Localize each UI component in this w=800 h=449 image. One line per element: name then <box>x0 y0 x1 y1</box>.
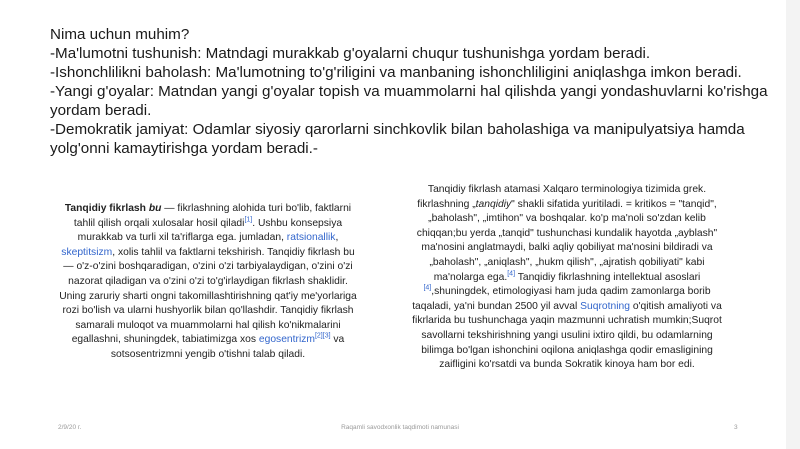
bullet-democratic-society: -Demokratik jamiyat: Odamlar siyosiy qarorlarni sinchkovlik bilan baholashiga va manipulyatsiya hamda yolg'onni kamaytirishga yordam beradi.- <box>50 121 745 157</box>
footer-title: Raqamli savodxonlik taqdimoti namunasi <box>341 424 459 431</box>
skepticism-link[interactable]: skeptitsizm <box>61 246 113 258</box>
slide-edge-strip <box>786 0 800 449</box>
etymology-text: " shakli sifatida yuritiladi. = kritikos = "tanqid", „baholash", „imtihon" va boshqalar. ko'p ma'noli so'zdan kelib chiqqan;bu yerda „tanqid" tushunchasi kundalik hayotda „ayblash" ma'nosini anglatmaydi, balki aqliy qobiliyat ma'nosini bildiradi va „baholash", „aniqlash", „hukm qilish", „ajratish qobiliyati" kabi ma'nolarga ega. <box>416 198 718 283</box>
socrates-link[interactable]: Suqrotning <box>580 300 630 312</box>
etymology-text: Tanqidiy fikrlashning intellektual asoslari <box>515 271 701 283</box>
term-label: Tanqidiy fikrlash <box>64 203 146 214</box>
citation-link[interactable]: [4] <box>423 284 432 292</box>
term-suffix: bu <box>148 203 162 214</box>
citation-link[interactable]: [4] <box>507 270 516 278</box>
citation-link[interactable]: [2][3] <box>314 332 331 340</box>
footer-page-number: 3 <box>734 424 738 431</box>
definition-text: . Ushbu konsepsiya murakkab va turli xil ta'riflarga ega. jumladan, <box>77 217 343 244</box>
definition-text: , xolis tahlil va faktlarni tekshirish. Tanqidiy fikrlash bu — o'z-o'zini boshqaradigan, o'zini o'zi tarbiyalaydigan, o'zini o'zi nazorat qiladigan va o'zini o'zi to'g'irlaydigan fikrlash shaklidir. Uning zaruriy sharti ongni takomillashtirishning qat'iy me'yorlariga rozi bo'lish va ularni hushyorlik bilan qo'llashdir. Tanqidiy fikrlash samarali muloqot va muammolarni hal qilish ko'nikmalarini egallashni, shuningdek, tabiatimizga xos <box>59 246 357 346</box>
bullet-understanding: -Ma'lumotni tushunish: Matndagi murakkab g'oyalarni chuqur tushunishga yordam beradi. <box>50 45 651 62</box>
egocentrism-link[interactable]: egosentrizm <box>258 334 315 346</box>
heading-line: Nima uchun muhim? <box>50 26 190 43</box>
etymology-text: o'qitish amaliyoti va fikrlarida bu tushunchaga yaqin mazmunni uchratish mumkin;Suqrot savollarni tekshirishning yangi usulini ixtiro qildi, bu odamlarning bilimga bo'lgan ishonchini oqilona aniqlashga qodir emasligining zaifligini ko'rsatdi va bunda Sokratik kinoya ham bor edi. <box>412 300 722 371</box>
etymology-text: Tanqidiy fikrlash atamasi Xalqaro terminologiya tizimida grek. fikrlashning „ <box>417 184 707 210</box>
etymology-column <box>408 183 726 373</box>
bullet-new-ideas: -Yangi g'oyalar: Matndan yangi g'oyalar topish va muammolarni hal qilishda yangi yondashuvlarni ko'rishga yordam beradi. <box>50 83 768 119</box>
etymology-italic-term: tanqidiy <box>475 198 512 210</box>
rationality-link[interactable]: ratsionallik <box>286 232 336 244</box>
definition-column <box>56 202 360 363</box>
etymology-text: ,shuningdek, etimologiyasi ham juda qadim zamonlarga borib taqaladi, ya'ni bundan 2500 yil avval <box>412 286 711 312</box>
citation-link[interactable]: [1] <box>244 216 253 224</box>
definition-text: — fikrlashning alohida turi bo'lib, faktlarni tahlil qilish orqali xulosalar hosil qiladi <box>73 203 352 229</box>
footer-date: 2/9/20 г. <box>58 424 82 431</box>
bullet-reliability: -Ishonchlilikni baholash: Ma'lumotning to'g'riligini va manbaning ishonchliligini aniqlashga imkon beradi. <box>50 64 742 81</box>
main-text-block <box>50 25 770 158</box>
definition-text: va sotsosentrizmni yengib o'tishni talab qiladi. <box>110 334 345 360</box>
definition-text: , <box>335 232 339 244</box>
